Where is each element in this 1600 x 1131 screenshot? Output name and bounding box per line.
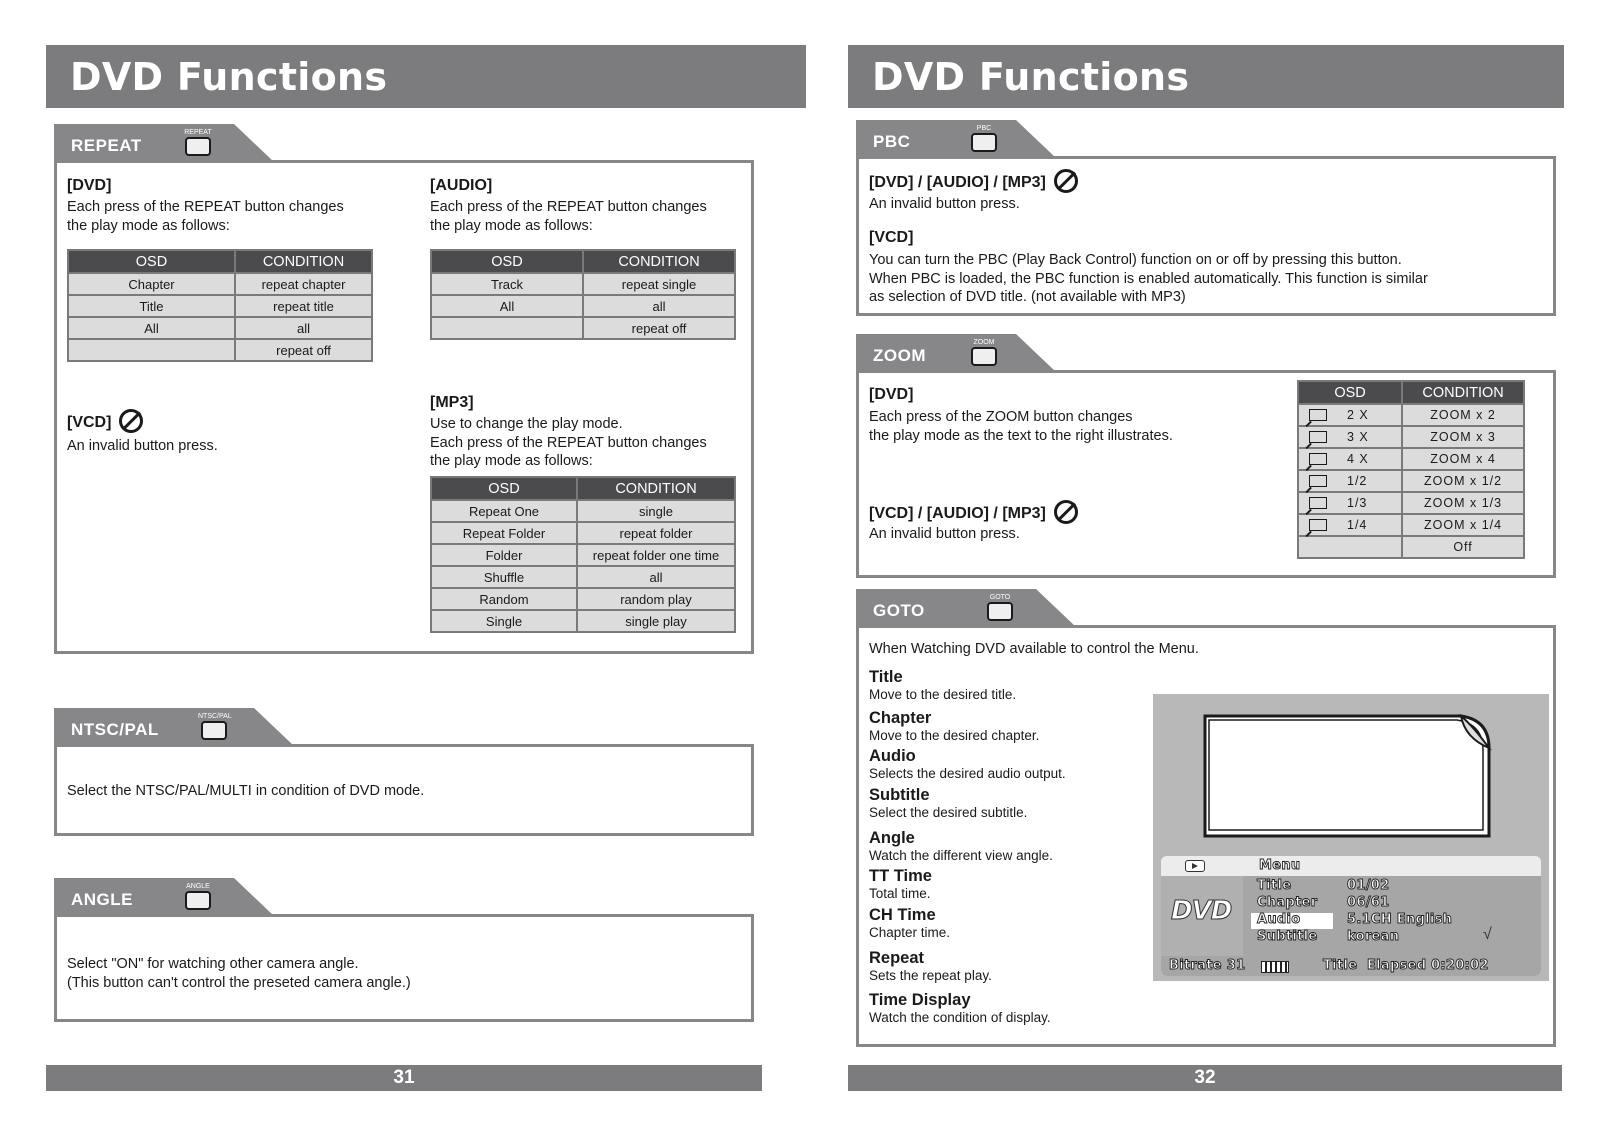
zoom-screen-icon [1309, 475, 1327, 487]
column-header: OSD [1299, 382, 1401, 403]
ntsc-pal-section [54, 708, 754, 838]
table-row: Random random play [432, 589, 734, 609]
table-row: 1/2 ZOOM x 1/2 [1299, 471, 1523, 491]
list-item: Repeat Sets the repeat play. [869, 949, 992, 983]
goto-intro: When Watching DVD available to control the Menu. [869, 641, 1199, 657]
goto-button-icon: GOTO [984, 593, 1016, 626]
table-row: 1/3 ZOOM x 1/3 [1299, 493, 1523, 513]
zoom-table [1297, 380, 1525, 559]
list-item: CH Time Chapter time. [869, 906, 951, 940]
angle-text: Select "ON" for watching other camera angle. (This button can't control the preseted camera angle.) [67, 956, 411, 991]
pbc-vcd-text: You can turn the PBC (Play Back Control) function on or off by pressing this button. When PBC is loaded, the PBC function is enabled automatically. This function is similar as selection of DVD title. (not available with MP3) [869, 252, 1428, 305]
tab-label: REPEAT [71, 136, 142, 155]
angle-section [54, 878, 754, 1024]
list-item: Subtitle Select the desired subtitle. [869, 786, 1028, 820]
column-header: CONDITION [1403, 382, 1523, 403]
audio-heading: [AUDIO] [430, 177, 493, 194]
pbc-invalid-text: An invalid button press. [869, 196, 1020, 212]
zoom-screen-icon [1309, 519, 1327, 531]
column-header: CONDITION [236, 251, 371, 272]
bitrate-bars-icon [1261, 961, 1289, 973]
vcd-heading: [VCD] [67, 411, 143, 435]
page-title: DVD Functions [872, 55, 1190, 99]
pbc-box [856, 156, 1556, 316]
blank-page-icon [1203, 714, 1493, 838]
audio-text: Each press of the REPEAT button changes the play mode as follows: [430, 199, 707, 234]
table-row: 1/4 ZOOM x 1/4 [1299, 515, 1523, 535]
zoom-box [856, 370, 1556, 578]
ntsc-pal-tab [54, 708, 254, 746]
table-row: All all [432, 296, 734, 316]
mp3-repeat-table [430, 476, 736, 633]
vcd-text: An invalid button press. [67, 438, 218, 454]
table-row: Single single play [432, 611, 734, 631]
list-item: Chapter Move to the desired chapter. [869, 709, 1040, 743]
list-item: Title Move to the desired title. [869, 668, 1017, 702]
menu-value-title: 01/02 [1347, 878, 1390, 893]
prohibited-icon [1054, 500, 1078, 524]
tab-label: ZOOM [873, 346, 926, 365]
repeat-tab [54, 124, 234, 162]
zoom-screen-icon [1309, 497, 1327, 509]
table-row: 2 X ZOOM x 2 [1299, 405, 1523, 425]
goto-tab [856, 589, 1036, 627]
pbc-tab [856, 120, 1016, 158]
tab-label: PBC [873, 132, 911, 151]
zoom-screen-icon [1309, 453, 1327, 465]
column-header: CONDITION [578, 478, 734, 499]
mp3-text: Use to change the play mode. Each press of the REPEAT button changes the play mode as follows: [430, 416, 707, 469]
page-number: 32 [848, 1065, 1562, 1091]
menu-panel [1161, 856, 1541, 976]
table-row: repeat off [432, 318, 734, 338]
status-time: 0:20:02 [1431, 958, 1489, 973]
table-row: All all [69, 318, 371, 338]
menu-item-chapter: Chapter [1257, 895, 1318, 910]
repeat-box [54, 160, 754, 654]
dvd-heading: [DVD] [67, 177, 112, 194]
dvd-logo: DVD [1171, 896, 1232, 926]
table-row: repeat off [69, 340, 371, 360]
audio-repeat-table [430, 249, 736, 340]
zoom-invalid-heading: [VCD] / [AUDIO] / [MP3] [869, 502, 1078, 526]
list-item: Audio Selects the desired audio output. [869, 747, 1066, 781]
zoom-dvd-text: Each press of the ZOOM button changes the play mode as the text to the right illustrates. [869, 409, 1173, 444]
table-row: Folder repeat folder one time [432, 545, 734, 565]
prohibited-icon [119, 409, 143, 433]
table-row: Title repeat title [69, 296, 371, 316]
menu-value-subtitle: korean [1347, 929, 1400, 944]
tab-label: GOTO [873, 601, 925, 620]
status-elapsed: Elapsed [1367, 958, 1427, 973]
list-item: Angle Watch the different view angle. [869, 829, 1053, 863]
column-header: CONDITION [584, 251, 734, 272]
page-title: DVD Functions [70, 55, 388, 99]
list-item: Time Display Watch the condition of display. [869, 991, 1051, 1025]
pbc-button-icon: PBC [968, 124, 1000, 157]
prohibited-icon [1054, 169, 1078, 193]
ntsc-pal-button-icon: NTSC/PAL [198, 712, 230, 745]
menu-value-chapter: 06/61 [1347, 895, 1390, 910]
status-title: Title [1323, 958, 1358, 973]
pbc-section [856, 120, 1556, 316]
menu-item-audio: Audio [1257, 912, 1301, 927]
repeat-button-icon: REPEAT [182, 128, 214, 161]
zoom-screen-icon [1309, 409, 1327, 421]
dvd-repeat-table [67, 249, 373, 362]
table-row: Repeat Folder repeat folder [432, 523, 734, 543]
table-row: Track repeat single [432, 274, 734, 294]
column-header: OSD [432, 478, 576, 499]
menu-item-title: Title [1257, 878, 1292, 893]
bitrate-label: Bitrate 31 [1169, 958, 1246, 973]
pbc-vcd-heading: [VCD] [869, 229, 914, 246]
pbc-invalid-heading: [DVD] / [AUDIO] / [MP3] [869, 171, 1078, 195]
angle-button-icon: ANGLE [182, 882, 214, 915]
column-header: OSD [69, 251, 234, 272]
dvd-menu-screen [1153, 694, 1549, 981]
zoom-screen-icon [1309, 431, 1327, 443]
ntsc-pal-text: Select the NTSC/PAL/MULTI in condition of DVD mode. [67, 783, 425, 799]
table-row: Repeat One single [432, 501, 734, 521]
zoom-dvd-heading: [DVD] [869, 386, 914, 403]
zoom-button-icon: ZOOM [968, 338, 1000, 371]
ntsc-pal-box [54, 744, 754, 836]
dvd-text: Each press of the REPEAT button changes the play mode as follows: [67, 199, 344, 234]
tab-label: ANGLE [71, 890, 133, 909]
goto-item-list [869, 668, 1169, 1048]
table-row: Off [1299, 537, 1523, 557]
play-icon [1185, 860, 1205, 872]
menu-value-audio: 5.1CH English [1347, 912, 1453, 927]
tab-label: NTSC/PAL [71, 720, 159, 739]
check-mark-icon: √ [1483, 926, 1492, 943]
list-item: TT Time Total time. [869, 867, 932, 901]
zoom-invalid-text: An invalid button press. [869, 526, 1020, 542]
menu-item-subtitle: Subtitle [1257, 929, 1318, 944]
mp3-heading: [MP3] [430, 394, 474, 411]
page-banner [46, 45, 806, 108]
angle-box [54, 914, 754, 1022]
repeat-section [54, 124, 754, 654]
zoom-tab [856, 334, 1016, 372]
table-row: 3 X ZOOM x 3 [1299, 427, 1523, 447]
table-row: 4 X ZOOM x 4 [1299, 449, 1523, 469]
angle-tab [54, 878, 234, 916]
table-row: Shuffle all [432, 567, 734, 587]
table-row: Chapter repeat chapter [69, 274, 371, 294]
zoom-section [856, 334, 1556, 578]
page-banner [848, 45, 1564, 108]
column-header: OSD [432, 251, 582, 272]
page-number: 31 [46, 1065, 762, 1091]
left-page [46, 0, 806, 1131]
menu-label: Menu [1259, 858, 1301, 873]
